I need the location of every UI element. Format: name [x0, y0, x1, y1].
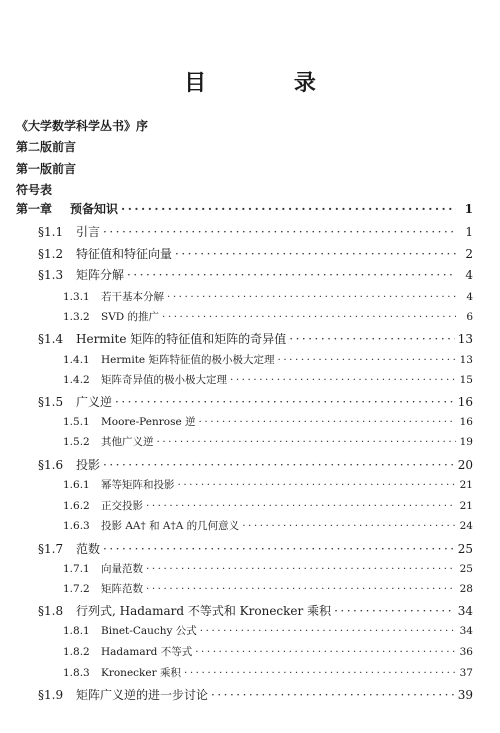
toc-entry-section[interactable]: [38, 223, 473, 240]
toc-entry-section[interactable]: [38, 266, 473, 283]
toc-entry-section[interactable]: [38, 602, 473, 619]
toc-entry-subsection[interactable]: [63, 309, 473, 324]
toc-entry-number: §1.7: [38, 542, 64, 556]
toc-entry-page: 15: [459, 374, 473, 386]
toc-entry-subsection[interactable]: [63, 477, 473, 492]
toc-entry-title: 投影: [76, 458, 101, 472]
dot-leader: [146, 583, 456, 595]
toc-entry-page: 4: [466, 291, 473, 303]
toc-entry-number: §1.4: [38, 332, 64, 346]
toc-entry-title: Binet-Cauchy 公式: [101, 625, 197, 637]
toc-entry-page: 1: [465, 225, 473, 239]
toc-entry-title: 矩阵范数: [101, 583, 143, 595]
dot-leader: [157, 436, 457, 448]
toc-entry-number: 1.6.1: [63, 479, 90, 491]
toc-entry-number: 1.6.3: [63, 520, 90, 532]
toc-entry-title: 行列式, Hadamard 不等式和 Kronecker 乘积: [76, 604, 332, 618]
dot-leader: [230, 374, 456, 386]
toc-entry-title: 正交投影: [101, 500, 143, 512]
toc-entry-number: 1.3.1: [63, 291, 90, 303]
toc-entry-subsection[interactable]: [63, 561, 473, 576]
toc-entry-page: 2: [465, 247, 473, 261]
dot-leader: [178, 479, 457, 491]
toc-entry-number: 1.3.2: [63, 311, 90, 323]
toc-entry-subsection[interactable]: [63, 372, 473, 387]
page-title: 目 录: [184, 70, 356, 96]
dot-leader: [103, 458, 455, 472]
dot-leader: [334, 604, 455, 618]
toc-entry-title: 范数: [76, 542, 101, 556]
toc-entry-section[interactable]: [38, 245, 473, 262]
toc-entry-number: 1.4.2: [63, 374, 90, 386]
toc-entry-number: §1.8: [38, 604, 64, 618]
toc-entry-section[interactable]: [38, 330, 473, 347]
dot-leader: [146, 500, 456, 512]
toc-entry-page: 28: [459, 583, 473, 595]
toc-entry-number: §1.5: [38, 395, 64, 409]
toc-entry-page: 13: [457, 332, 473, 346]
dot-leader: [242, 520, 456, 532]
dot-leader: [162, 311, 456, 323]
toc-entry-title: Moore-Penrose 逆: [101, 416, 196, 428]
toc-entry-number: §1.3: [38, 268, 64, 282]
toc-entry-number: 1.8.3: [63, 667, 90, 679]
toc-entry-title: 引言: [76, 225, 101, 239]
dot-leader: [289, 332, 454, 346]
toc-entry-subsection[interactable]: [63, 518, 473, 533]
toc-entry-page: 4: [465, 268, 473, 282]
toc-entry-subsection[interactable]: [63, 434, 473, 449]
toc-entry-title: 特征值和特征向量: [76, 247, 173, 261]
dot-leader: [200, 625, 456, 637]
dot-leader: [127, 268, 456, 282]
toc-entry-subsection[interactable]: [63, 414, 473, 429]
toc-entry-title: 投影 AA† 和 A†A 的几何意义: [101, 520, 240, 532]
toc-entry-title: 预备知识: [70, 202, 119, 216]
toc-entry-page: 16: [459, 416, 473, 428]
dot-leader: [146, 563, 456, 575]
dot-leader: [175, 247, 456, 261]
toc-entry-page: 21: [459, 500, 473, 512]
toc-entry-number: §1.2: [38, 247, 64, 261]
toc-entry-number: §1.1: [38, 225, 64, 239]
toc-entry-number: 1.4.1: [63, 354, 90, 366]
toc-entry-number: 第一章: [16, 202, 53, 216]
toc-entry-page: 21: [459, 479, 473, 491]
toc-entry-page: 20: [457, 458, 473, 472]
toc-entry-number: §1.6: [38, 458, 64, 472]
toc-entry-page: 19: [459, 436, 473, 448]
toc-entry-subsection[interactable]: [63, 498, 473, 513]
toc-entry-number: 1.7.1: [63, 563, 90, 575]
toc-entry-title: Kronecker 乘积: [101, 667, 181, 679]
toc-entry-number: 1.6.2: [63, 500, 90, 512]
toc-entry-number: §1.9: [38, 688, 64, 702]
dot-leader: [103, 542, 455, 556]
toc-entry-section[interactable]: [38, 456, 473, 473]
toc-entry-page: 34: [457, 604, 473, 618]
toc-entry-number: 1.8.2: [63, 646, 90, 658]
toc-entry-subsection[interactable]: [63, 644, 473, 659]
toc-entry-subsection[interactable]: [63, 665, 473, 680]
toc-entry-section[interactable]: [38, 393, 473, 410]
toc-entry-title: SVD 的推广: [101, 311, 160, 323]
toc-entry-page: 39: [457, 688, 473, 702]
front-matter-item[interactable]: 第二版前言: [16, 140, 77, 154]
toc-entry-subsection[interactable]: [63, 623, 473, 638]
dot-leader: [167, 291, 456, 303]
toc-entry-page: 6: [466, 311, 473, 323]
dot-leader: [103, 225, 456, 239]
toc-entry-page: 37: [459, 667, 473, 679]
toc-entry-title: 矩阵分解: [76, 268, 125, 282]
dot-leader: [184, 667, 456, 679]
toc-entry-subsection[interactable]: [63, 289, 473, 304]
toc-entry-page: 1: [464, 202, 473, 216]
toc-entry-title: 其他广义逆: [101, 436, 154, 448]
toc-entry-title: 向量范数: [101, 563, 143, 575]
toc-entry-page: 13: [459, 354, 473, 366]
front-matter-item[interactable]: 符号表: [16, 183, 53, 197]
toc-entry-subsection[interactable]: [63, 352, 473, 367]
toc-entry-title: Hadamard 不等式: [101, 646, 193, 658]
toc-entry-title: 广义逆: [76, 395, 113, 409]
dot-leader: [199, 416, 456, 428]
toc-entry-title: Hermite 矩阵的特征值和矩阵的奇异值: [76, 332, 287, 346]
toc-entry-section[interactable]: [38, 686, 473, 703]
toc-entry-subsection[interactable]: [63, 581, 473, 596]
toc-entry-title: Hermite 矩阵特征值的极小极大定理: [101, 354, 275, 366]
dot-leader: [211, 688, 455, 702]
toc-entry-page: 36: [459, 646, 473, 658]
toc-entry-page: 34: [459, 625, 473, 637]
dot-leader: [121, 202, 456, 216]
dot-leader: [115, 395, 455, 409]
toc-entry-chapter[interactable]: [16, 200, 473, 217]
toc-entry-page: 24: [459, 520, 473, 532]
toc-entry-title: 幂等矩阵和投影: [101, 479, 175, 491]
dot-leader: [277, 354, 456, 366]
toc-entry-page: 16: [457, 395, 473, 409]
toc-entry-page: 25: [457, 542, 473, 556]
front-matter-item[interactable]: 《大学数学科学丛书》序: [16, 119, 149, 133]
dot-leader: [195, 646, 456, 658]
toc-entry-number: 1.7.2: [63, 583, 90, 595]
toc-entry-title: 矩阵奇异值的极小极大定理: [101, 374, 227, 386]
toc-entry-title: 若干基本分解: [101, 291, 164, 303]
toc-entry-number: 1.5.2: [63, 436, 90, 448]
toc-entry-section[interactable]: [38, 540, 473, 557]
toc-entry-number: 1.8.1: [63, 625, 90, 637]
toc-entry-number: 1.5.1: [63, 416, 90, 428]
toc-entry-page: 25: [459, 563, 473, 575]
toc-entry-title: 矩阵广义逆的进一步讨论: [76, 688, 209, 702]
front-matter-item[interactable]: 第一版前言: [16, 162, 77, 176]
